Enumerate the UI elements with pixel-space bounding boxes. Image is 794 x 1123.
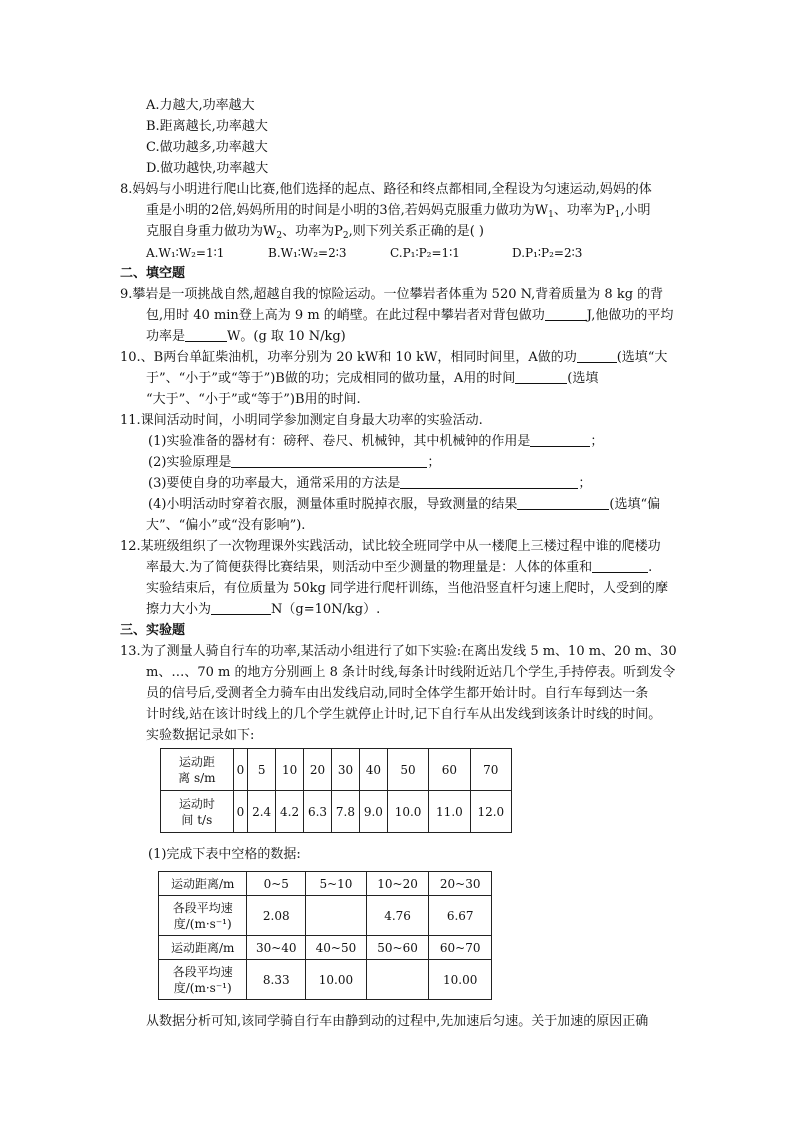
q11-blank-3 bbox=[400, 474, 578, 489]
table-cell: 30~40 bbox=[247, 936, 306, 960]
time-row bbox=[161, 791, 512, 833]
table-cell: 10.00 bbox=[306, 960, 367, 1000]
q8-line-2: 重是小明的2倍,妈妈所用的时间是小明的3倍,若妈妈克服重力做功为$W_1$、功率为$P_1$,小明 bbox=[146, 203, 651, 220]
table-cell: 12.0 bbox=[470, 791, 511, 833]
q13-line-4: 计时线,站在该计时线上的几个学生就停止计时,记下自行车从出发线到该条计时线的时间。 bbox=[146, 707, 662, 722]
q9-blank-1 bbox=[545, 306, 587, 321]
q9-line-1: 9.攀岩是一项挑战自然,超越自我的惊险运动。一位攀岩者体重为 520 N,背着质量为 8 kg 的背 bbox=[120, 287, 664, 302]
table-cell: 10.00 bbox=[429, 960, 492, 1000]
table-cell: 20 bbox=[304, 749, 332, 791]
table-cell: 8.33 bbox=[247, 960, 306, 1000]
q10-blank-1 bbox=[577, 348, 617, 363]
range-row-1 bbox=[159, 872, 492, 896]
table-cell: 10~20 bbox=[366, 872, 429, 896]
q10-line-2: 于”、“小于”或“等于”)B做的功；完成相同的做功量，A用的时间 (选填 bbox=[146, 371, 599, 386]
distance-row bbox=[161, 749, 512, 791]
q13-line-1: 13.为了测量人骑自行车的功率,某活动小组进行了如下实验:在离出发线 5 m、10 m、20 m、30 bbox=[120, 644, 677, 659]
table-cell: 0 bbox=[233, 749, 248, 791]
table-cell: 40 bbox=[359, 749, 387, 791]
q12-blank-2 bbox=[211, 600, 271, 615]
table-cell: 0~5 bbox=[247, 872, 306, 896]
table-cell: 40~50 bbox=[306, 936, 367, 960]
table-cell: 9.0 bbox=[359, 791, 387, 833]
table-cell: 5~10 bbox=[306, 872, 367, 896]
table-cell: 70 bbox=[470, 749, 511, 791]
q7-option-c: C.做功越多,功率越大 bbox=[146, 140, 268, 155]
q8-option-c: C.P₁∶P₂=1∶1 bbox=[390, 246, 460, 260]
q8-line-3: 克服自身重力做功为$W_2$、功率为$P_2$,则下列关系正确的是( ) bbox=[146, 224, 485, 241]
table-cell: 10 bbox=[276, 749, 304, 791]
table-cell: 4.2 bbox=[276, 791, 304, 833]
q11-sub-3: (3)要使自身的功率最大，通常采用的方法是 ； bbox=[148, 476, 592, 491]
q11-sub-4: (4)小明活动时穿着衣服，测量体重时脱掉衣服，导致测量的结果 (选填“偏 bbox=[148, 497, 661, 512]
table-cell: 11.0 bbox=[429, 791, 470, 833]
table-cell: 0 bbox=[233, 791, 248, 833]
q11-blank-1 bbox=[530, 432, 590, 447]
q12-line-3: 实验结束后，有位质量为 50kg 同学进行爬杆训练，当他沿竖直杆匀速上爬时，人受到的摩 bbox=[146, 581, 669, 596]
table-cell: 2.08 bbox=[247, 896, 306, 936]
table-cell: 30 bbox=[332, 749, 360, 791]
q13-line-3: 员的信号后,受测者全力骑车由出发线启动,同时全体学生都开始计时。自行车每到达一条 bbox=[146, 686, 649, 701]
q13-sub-1: (1)完成下表中空格的数据: bbox=[148, 847, 301, 862]
q11-blank-2 bbox=[231, 453, 427, 468]
q8-line-1: 8.妈妈与小明进行爬山比赛,他们选择的起点、路径和终点都相同,全程设为匀速运动,妈妈的体 bbox=[120, 182, 652, 197]
q11-sub-1: (1)实验准备的器材有：磅秤、卷尺、机械钟，其中机械钟的作用是 ； bbox=[148, 434, 604, 449]
speed-table bbox=[158, 871, 492, 1000]
q13-analysis-line: 从数据分析可知,该同学骑自行车由静到动的过程中,先加速后匀速。关于加速的原因正确 bbox=[146, 1014, 649, 1029]
range-row-2 bbox=[159, 936, 492, 960]
q11-blank-4 bbox=[517, 495, 609, 510]
q11-sub-4-cont: 大”、“偏小”或“没有影响”). bbox=[146, 518, 306, 533]
q9-line-2: 包,用时 40 min登上高为 9 m 的峭壁。在此过程中攀岩者对背包做功 J,他做功的平均 bbox=[146, 308, 674, 323]
table-cell: 20~30 bbox=[429, 872, 492, 896]
table-cell bbox=[306, 896, 367, 936]
q7-option-b: B.距离越长,功率越大 bbox=[146, 119, 268, 134]
q12-line-2: 率最大.为了简便获得比赛结果，则活动中至少测量的物理量是：人体的体重和 . bbox=[146, 560, 653, 575]
q8-option-d: D.P₁∶P₂=2∶3 bbox=[512, 246, 583, 260]
speed-row-2 bbox=[159, 960, 492, 1000]
table-cell: 50 bbox=[387, 749, 428, 791]
q11-sub-2: (2)实验原理是 ； bbox=[148, 455, 441, 470]
table-cell: 60~70 bbox=[429, 936, 492, 960]
section-fill-in-heading: 二、填空题 bbox=[120, 266, 186, 281]
table-cell: 4.76 bbox=[366, 896, 429, 936]
table-cell: 7.8 bbox=[332, 791, 360, 833]
q8-option-a: A.W₁∶W₂=1∶1 bbox=[146, 246, 225, 260]
q13-line-2: m、…、70 m 的地方分别画上 8 条计时线,每条计时线附近站几个学生,手持停表。听到发令 bbox=[146, 665, 676, 680]
distance-time-table bbox=[160, 748, 512, 833]
dist-label: 运动距离/m bbox=[159, 872, 247, 896]
speed-label: 各段平均速 度/(m·s⁻¹) bbox=[159, 960, 247, 1000]
q7-option-a: A.力越大,功率越大 bbox=[146, 98, 255, 113]
q11-line-1: 11.课间活动时间，小明同学参加测定自身最大功率的实验活动. bbox=[120, 413, 483, 428]
q10-line-1: 10.、B两台单缸柴油机，功率分别为 20 kW和 10 kW，相同时间里，A做的功 (选填“大 bbox=[120, 350, 668, 365]
q13-line-5: 实验数据记录如下: bbox=[146, 728, 255, 743]
table-cell bbox=[366, 960, 429, 1000]
q10-blank-2 bbox=[515, 369, 567, 384]
table-cell: 6.67 bbox=[429, 896, 492, 936]
table-cell: 60 bbox=[429, 749, 470, 791]
time-label: 运动时 间 t/s bbox=[161, 791, 234, 833]
speed-row-1 bbox=[159, 896, 492, 936]
q9-line-3: 功率是 W。(g 取 10 N/kg) bbox=[146, 329, 346, 344]
table-cell: 2.4 bbox=[248, 791, 276, 833]
q8-option-b: B.W₁∶W₂=2∶3 bbox=[268, 246, 347, 260]
q12-blank-1 bbox=[592, 558, 648, 573]
distance-label: 运动距 离 s/m bbox=[161, 749, 234, 791]
table-cell: 50~60 bbox=[366, 936, 429, 960]
q12-line-4: 擦力大小为 N（g=10N/kg）. bbox=[146, 602, 381, 617]
q10-line-3: “大于”、“小于”或“等于”)B用的时间. bbox=[146, 392, 361, 407]
q12-line-1: 12.某班级组织了一次物理课外实践活动，试比较全班同学中从一楼爬上三楼过程中谁的爬楼功 bbox=[120, 539, 661, 554]
q7-option-d: D.做功越快,功率越大 bbox=[146, 161, 269, 176]
section-experiment-heading: 三、实验题 bbox=[120, 623, 186, 638]
table-cell: 10.0 bbox=[387, 791, 428, 833]
table-cell: 5 bbox=[248, 749, 276, 791]
dist-label: 运动距离/m bbox=[159, 936, 247, 960]
speed-label: 各段平均速 度/(m·s⁻¹) bbox=[159, 896, 247, 936]
table-cell: 6.3 bbox=[304, 791, 332, 833]
q9-blank-2 bbox=[185, 327, 227, 342]
